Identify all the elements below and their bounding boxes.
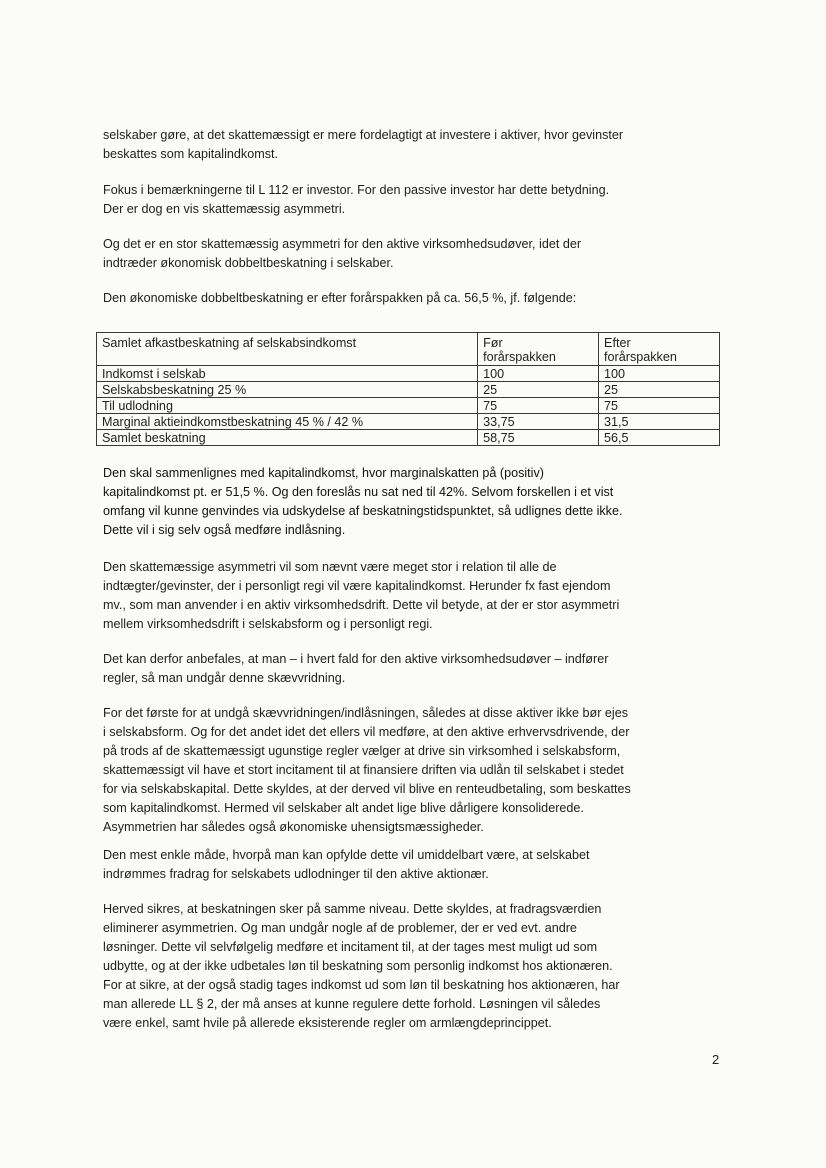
header-before-line1: Før: [483, 336, 503, 350]
text-line: indtræder økonomisk dobbeltbeskatning i selskaber.: [103, 256, 394, 270]
row-label: Samlet beskatning: [97, 430, 478, 446]
text-line: Herved sikres, at beskatningen sker på samme niveau. Dette skyldes, at fradragsværdien: [103, 902, 602, 916]
text-line: Det kan derfor anbefales, at man – i hvert fald for den aktive virksomhedsudøver – indfører: [103, 652, 609, 666]
table-row: [97, 398, 720, 414]
page-number: 2: [712, 1052, 720, 1067]
paragraph-conclusion: [103, 900, 723, 1033]
text-line: omfang vil kunne genvindes via udskydelse af beskatningstidspunktet, så udlignes dette ikke.: [103, 504, 623, 518]
row-after: 75: [599, 398, 720, 414]
text-line: For at sikre, at der også stadig tages indkomst ud som løn til beskatning hos aktionæren, har: [103, 978, 620, 992]
paragraph-recommendation: [103, 650, 723, 688]
table-row: [97, 414, 720, 430]
taxation-table: [96, 332, 720, 446]
text-line: Den skal sammenlignes med kapitalindkomst, hvor marginalskatten på (positiv): [103, 466, 544, 480]
text-line: selskaber gøre, at det skattemæssigt er mere fordelagtigt at investere i aktiver, hvor gevinster: [103, 128, 624, 142]
text-line: Og det er en stor skattemæssig asymmetri for den aktive virksomhedsudøver, idet der: [103, 237, 582, 251]
row-before: 100: [478, 366, 599, 382]
text-line: mellem virksomhedsdrift i selskabsform og i personligt regi.: [103, 617, 433, 631]
table-header-after: [599, 333, 720, 366]
paragraph-asymmetry-relation: [103, 558, 723, 634]
text-line: For det første for at undgå skævvridningen/indlåsningen, således at disse aktiver ikke bør ejes: [103, 706, 629, 720]
table-header-label: Samlet afkastbeskatning af selskabsindkomst: [97, 333, 478, 366]
paragraph-focus: [103, 181, 723, 219]
text-line: skattemæssigt vil have et stort incitament til at finansiere driften via udlån til selskabet i stedet: [103, 763, 624, 777]
text-line: regler, så man undgår denne skævvridning.: [103, 671, 346, 685]
text-line: mv., som man anvender i en aktiv virksomhedsdrift. Dette vil betyde, at der er stor asymmetri: [103, 598, 620, 612]
row-after: 100: [599, 366, 720, 382]
row-before: 75: [478, 398, 599, 414]
text-line: indrømmes fradrag for selskabets udlodninger til den aktive aktionær.: [103, 867, 489, 881]
row-after: 25: [599, 382, 720, 398]
text-line: udbytte, og at der ikke udbetales løn til beskatning som personlig indkomst hos aktionæren.: [103, 959, 613, 973]
text-line: i selskabsform. Og for det andet idet det ellers vil medføre, at den aktive erhvervsdrivende, der: [103, 725, 630, 739]
paragraph-first-reason: [103, 704, 723, 837]
row-after: 56,5: [599, 430, 720, 446]
text-line: Dette vil i sig selv også medføre indlåsning.: [103, 523, 346, 537]
text-line: Den skattemæssige asymmetri vil som nævnt være meget stor i relation til alle de: [103, 560, 557, 574]
header-after-line2: forårspakken: [604, 350, 677, 364]
table-row: [97, 430, 720, 446]
row-label: Indkomst i selskab: [97, 366, 478, 382]
row-label: Selskabsbeskatning 25 %: [97, 382, 478, 398]
text-line: være enkel, samt hvile på allerede eksisterende regler om armlængdeprincippet.: [103, 1016, 552, 1030]
text-line: som kapitalindkomst. Hermed vil selskaber alt andet lige blive dårligere konsoliderede.: [103, 801, 584, 815]
table-row: [97, 366, 720, 382]
header-before-line2: forårspakken: [483, 350, 556, 364]
text-line: Den økonomiske dobbeltbeskatning er efter forårspakken på ca. 56,5 %, jf. følgende:: [103, 291, 577, 305]
row-before: 25: [478, 382, 599, 398]
text-line: indtægter/gevinster, der i personligt regi vil være kapitalindkomst. Herunder fx fast ejendom: [103, 579, 611, 593]
row-label: Til udlodning: [97, 398, 478, 414]
paragraph-asymmetry: [103, 235, 723, 273]
text-line: på trods af de skattemæssigt ugunstige regler vælger at drive sin virksomhed i selskabsform,: [103, 744, 621, 758]
text-line: Der er dog en vis skattemæssig asymmetri.: [103, 202, 346, 216]
header-after-line1: Efter: [604, 336, 631, 350]
row-label: Marginal aktieindkomstbeskatning 45 % / 42 %: [97, 414, 478, 430]
paragraph-table-intro: [103, 289, 723, 308]
paragraph-intro: [103, 126, 723, 164]
paragraph-simple-method: [103, 846, 723, 884]
text-line: Asymmetrien har således også økonomiske uhensigtsmæssigheder.: [103, 820, 484, 834]
paragraph-comparison: [103, 464, 723, 540]
table-row: [97, 382, 720, 398]
row-before: 33,75: [478, 414, 599, 430]
text-line: Fokus i bemærkningerne til L 112 er investor. For den passive investor har dette betydning.: [103, 183, 610, 197]
text-line: beskattes som kapitalindkomst.: [103, 147, 278, 161]
row-after: 31,5: [599, 414, 720, 430]
table-header-row: [97, 333, 720, 366]
table-header-before: [478, 333, 599, 366]
text-line: man allerede LL § 2, der må anses at kunne regulere dette forhold. Løsningen vil således: [103, 997, 601, 1011]
row-before: 58,75: [478, 430, 599, 446]
text-line: for via selskabskapital. Dette skyldes, at der derved vil blive en renteudbetaling, som beskattes: [103, 782, 631, 796]
text-line: kapitalindkomst pt. er 51,5 %. Og den foreslås nu sat ned til 42%. Selvom forskellen i et vist: [103, 485, 614, 499]
text-line: løsninger. Dette vil selvfølgelig medføre et incitament til, at der tages mest muligt ud som: [103, 940, 598, 954]
text-line: eliminerer asymmetrien. Og man undgår nogle af de problemer, der er ved evt. andre: [103, 921, 577, 935]
text-line: Den mest enkle måde, hvorpå man kan opfylde dette vil umiddelbart være, at selskabet: [103, 848, 590, 862]
